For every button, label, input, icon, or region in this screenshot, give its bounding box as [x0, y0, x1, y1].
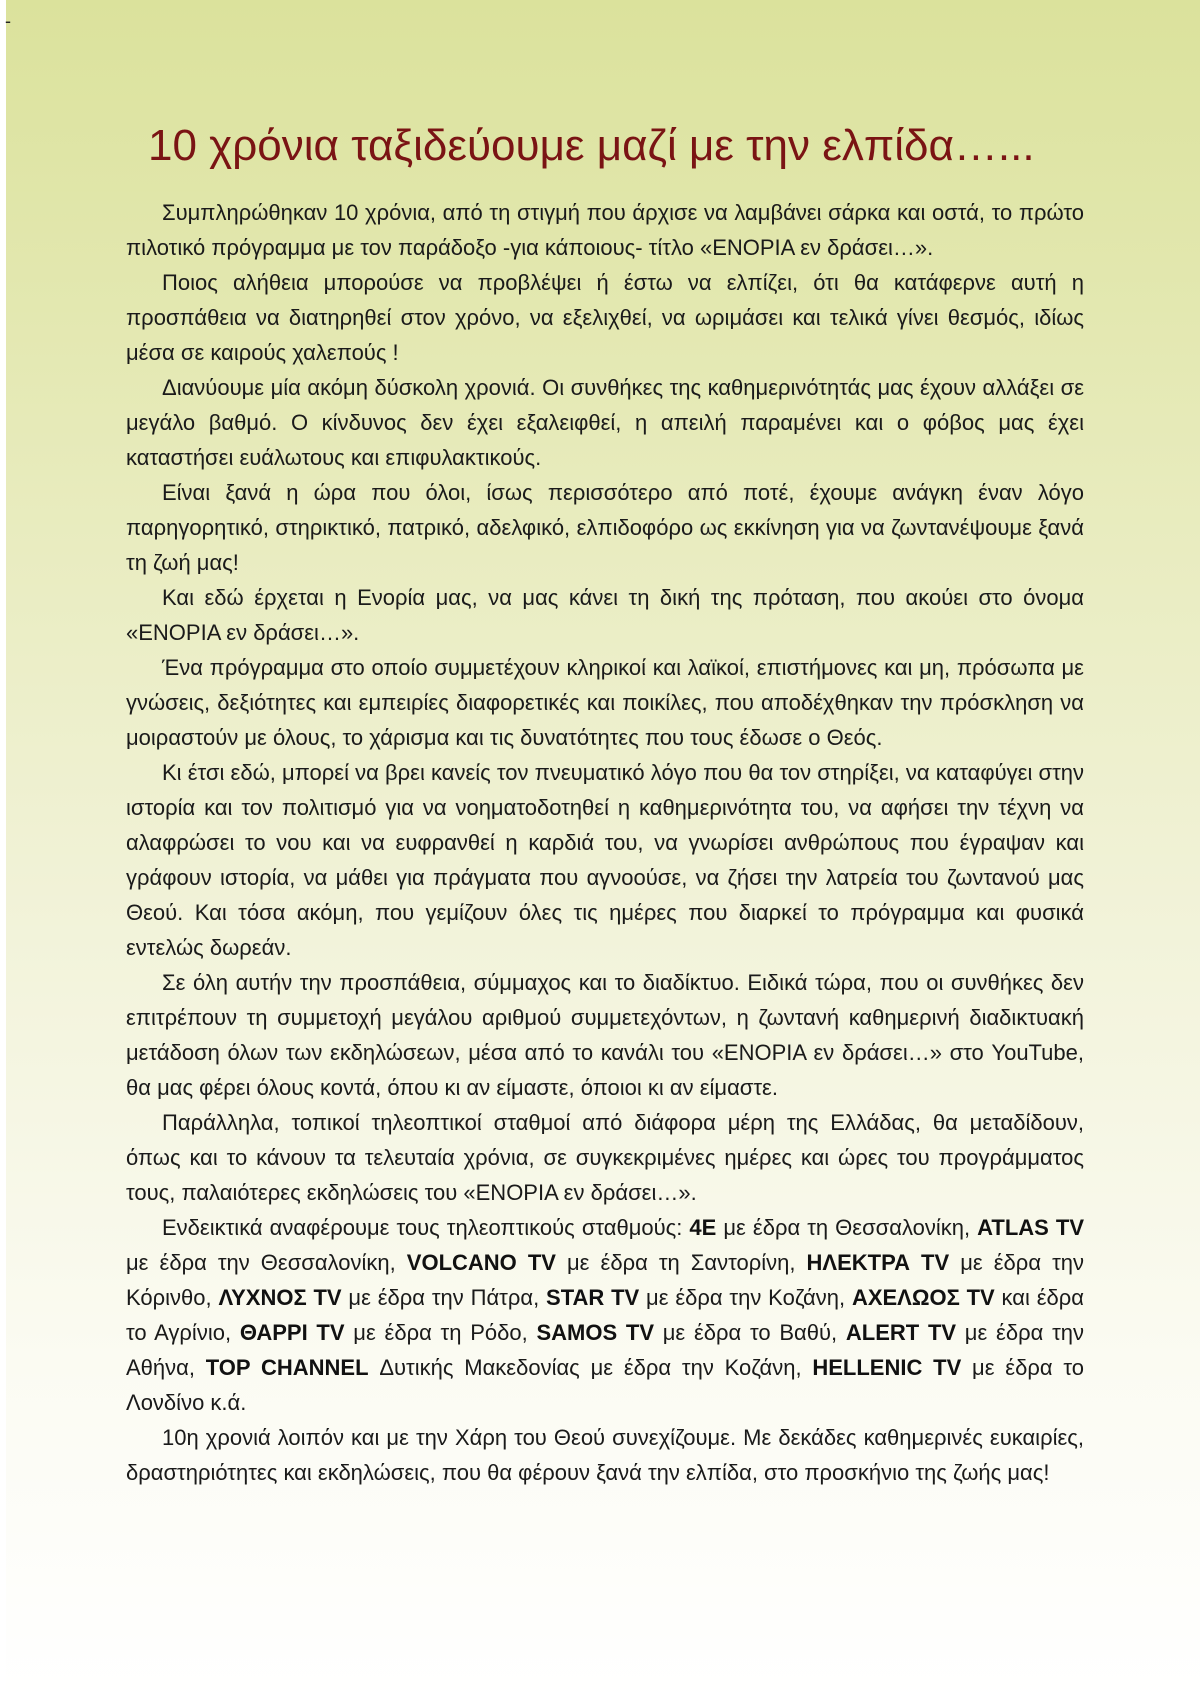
stations-intro: Ενδεικτικά αναφέρουμε τους τηλεοπτικούς σταθμούς:	[162, 1215, 690, 1240]
paragraph-10-stations	[126, 1210, 1084, 1420]
paragraph-5: Και εδώ έρχεται η Ενορία μας, να μας κάνει τη δική της πρόταση, που ακούει στο όνομα «ΕΝΟΡΙΑ εν δράσει…».	[126, 585, 1084, 645]
article-body	[126, 195, 1084, 1490]
station-name: TOP CHANNEL	[205, 1355, 369, 1380]
paragraph-8: Σε όλη αυτήν την προσπάθεια, σύμμαχος και το διαδίκτυο. Ειδικά τώρα, που οι συνθήκες δεν επιτρέπουν τη συμμετοχή μεγάλου αριθμού συμμετεχόντων, η ζωντανή καθημερινή διαδικτυακή μετάδοση όλων των εκδηλώσεων, μέσα από το κανάλι του «ΕΝΟΡΙΑ εν δράσει…» στο YouTube, θα μας φέρει όλους κοντά, όπου κι αν είμαστε, όποιοι κι αν είμαστε.	[126, 970, 1084, 1100]
station-name: STAR TV	[546, 1285, 640, 1310]
paragraph-11: 10η χρονιά λοιπόν και με την Χάρη του Θεού συνεχίζουμε. Με δεκάδες καθημερινές ευκαιρίες, δραστηριότητες και εκδηλώσεις, που θα φέρουν ξανά την ελπίδα, στο προσκήνιο της ζωής μας!	[126, 1425, 1084, 1485]
station-location: με έδρα το Βαθύ,	[654, 1320, 846, 1345]
station-name: HELLENIC TV	[812, 1355, 962, 1380]
paragraph-7: Κι έτσι εδώ, μπορεί να βρει κανείς τον πνευματικό λόγο που θα τον στηρίξει, να καταφύγει στην ιστορία και τον πολιτισμό για να νοηματοδοτηθεί η καθημερινότητα του, να αφήσει την τέχνη να αλαφρώσει το νου και να ευφρανθεί η καρδιά του, να γνωρίσει ανθρώπους που έγραψαν και γράφουν ιστορία, να μάθει για πράγματα που αγνοούσε, να ζήσει την λατρεία του ζωντανού μας Θεού. Και τόσα ακόμη, που γεμίζουν όλες τις ημέρες που διαρκεί το πρόγραμμα και φυσικά εντελώς δωρεάν.	[126, 760, 1084, 960]
paragraph-1: Συμπληρώθηκαν 10 χρόνια, από τη στιγμή που άρχισε να λαμβάνει σάρκα και οστά, το πρώτο πιλοτικό πρόγραμμα με τον παράδοξο -για κάποιους- τίτλο «ΕΝΟΡΙΑ εν δράσει…».	[126, 200, 1084, 260]
station-name: ΘΑΡΡΙ TV	[239, 1320, 345, 1345]
station-location: με έδρα το Λονδίνο κ.ά.	[126, 1355, 1084, 1415]
station-name: 4E	[689, 1215, 717, 1240]
station-location: με έδρα τη Ρόδο,	[344, 1320, 537, 1345]
station-location: με έδρα την Πάτρα,	[341, 1285, 547, 1310]
station-location: με έδρα την Κοζάνη,	[639, 1285, 852, 1310]
paragraph-6: Ένα πρόγραμμα στο οποίο συμμετέχουν κληρικοί και λαϊκοί, επιστήμονες και μη, πρόσωπα με γνώσεις, δεξιότητες και εμπειρίες διαφορετικές και ποικίλες, που αποδέχθηκαν την πρόσκληση να μοιραστούν με όλους, το χάρισμα και τις δυνατότητες που τους έδωσε ο Θεός.	[126, 655, 1084, 750]
station-location: Δυτικής Μακεδονίας με έδρα την Κοζάνη,	[368, 1355, 813, 1380]
station-name: SAMOS TV	[536, 1320, 654, 1345]
station-location: με έδρα την Κόρινθο,	[126, 1250, 1084, 1310]
page-left-margin	[0, 0, 6, 1700]
paragraph-9: Παράλληλα, τοπικοί τηλεοπτικοί σταθμοί από διάφορα μέρη της Ελλάδας, θα μεταδίδουν, όπως και το κάνουν τα τελευταία χρόνια, σε συγκεκριμένες ημέρες και ώρες του προγράμματος τους, παλαιότερες εκδηλώσεις του «ΕΝΟΡΙΑ εν δράσει…».	[126, 1110, 1084, 1205]
paragraph-4: Είναι ξανά η ώρα που όλοι, ίσως περισσότερο από ποτέ, έχουμε ανάγκη έναν λόγο παρηγορητικό, στηρικτικό, πατρικό, αδελφικό, ελπιδοφόρο ως εκκίνηση για να ζωντανέψουμε ξανά τη ζωή μας!	[126, 480, 1084, 575]
station-name: ΑΧΕΛΩΟΣ TV	[851, 1285, 995, 1310]
station-location: με έδρα τη Σαντορίνη,	[555, 1250, 807, 1275]
station-name: ALERT TV	[845, 1320, 957, 1345]
station-name: VOLCANO TV	[406, 1250, 556, 1275]
station-location: με έδρα τη Θεσσαλονίκη,	[716, 1215, 978, 1240]
station-name: ATLAS TV	[977, 1215, 1084, 1240]
station-name: ΗΛΕΚΤΡΑ TV	[806, 1250, 950, 1275]
corner-mark: -	[5, 11, 11, 31]
paragraph-3: Διανύουμε μία ακόμη δύσκολη χρονιά. Οι συνθήκες της καθημερινότητάς μας έχουν αλλάξει σε μεγάλο βαθμό. Ο κίνδυνος δεν έχει εξαλειφθεί, η απειλή παραμένει και ο φόβος μας έχει καταστήσει ευάλωτους και επιφυλακτικούς.	[126, 375, 1084, 470]
station-location: με έδρα την Αθήνα,	[126, 1320, 1084, 1380]
station-name: ΛΥΧΝΟΣ TV	[218, 1285, 342, 1310]
station-location: με έδρα την Θεσσαλονίκη,	[126, 1250, 407, 1275]
article-title: 10 χρόνια ταξιδεύουμε μαζί με την ελπίδα…...	[148, 121, 1035, 170]
station-location: και έδρα το Αγρίνιο,	[126, 1285, 1084, 1345]
paragraph-2: Ποιος αλήθεια μπορούσε να προβλέψει ή έστω να ελπίζει, ότι θα κατάφερνε αυτή η προσπάθεια να διατηρηθεί στον χρόνο, να εξελιχθεί, να ωριμάσει και τελικά γίνει θεσμός, ιδίως μέσα σε καιρούς χαλεπούς !	[126, 270, 1084, 365]
